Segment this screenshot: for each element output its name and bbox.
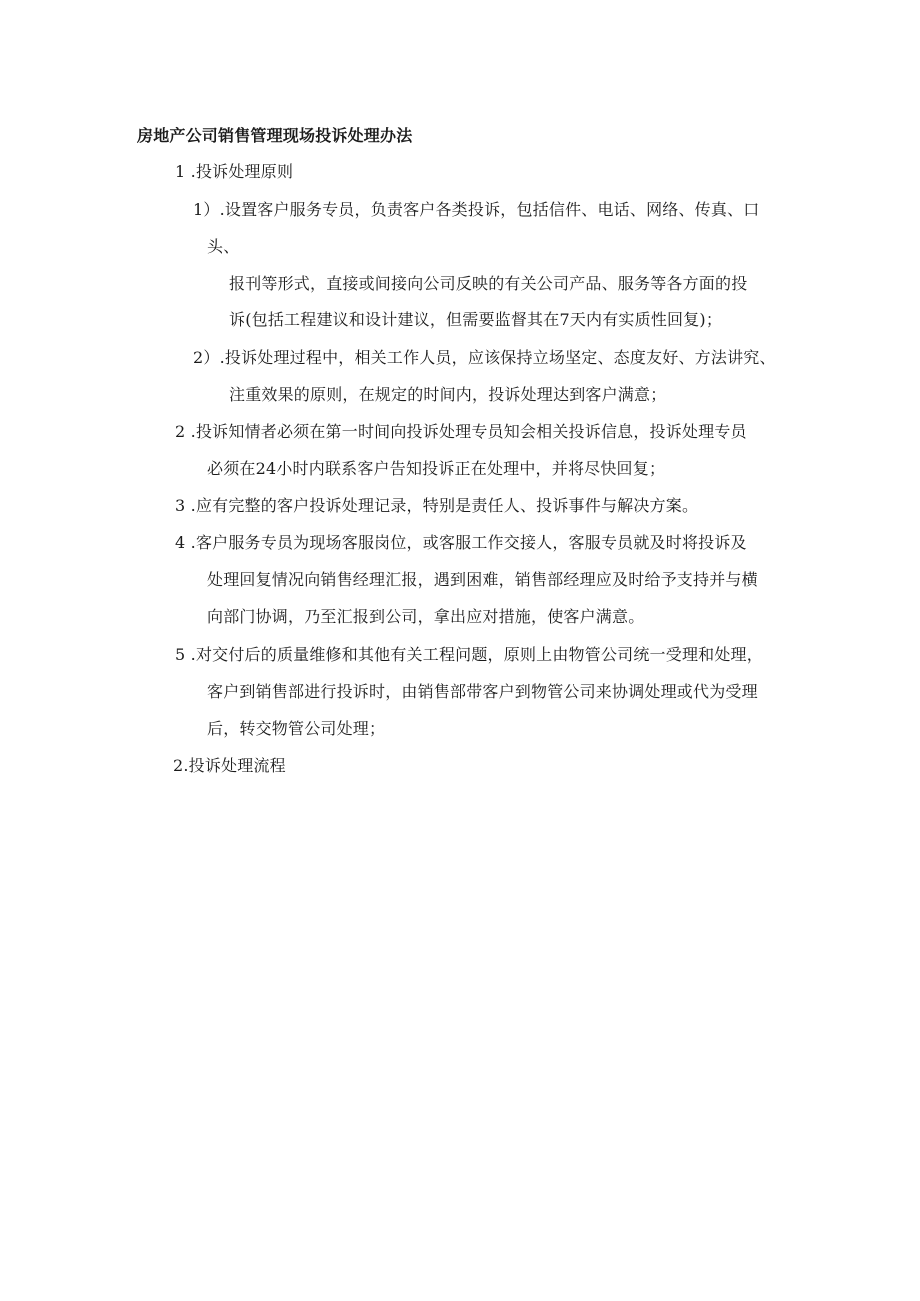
point2-line2: 必须在24小时内联系客户告知投诉正在处理中，并将尽快回复；: [207, 459, 666, 478]
point2-line1: 2 .投诉知情者必须在第一时间向投诉处理专员知会相关投诉信息，投诉处理专员: [175, 422, 747, 441]
point5-line1: 5 .对交付后的质量维修和其他有关工程问题，原则上由物管公司统一受理和处理，: [175, 645, 763, 664]
section1-item1-line3: 报刊等形式，直接或间接向公司反映的有关公司产品、服务等各方面的投: [229, 274, 748, 293]
section2-heading: 2.投诉处理流程: [173, 756, 286, 775]
section1-item1-line1: 1）.设置客户服务专员，负责客户各类投诉，包括信件、电话、网络、传真、口: [193, 200, 760, 219]
point4-line2: 处理回复情况向销售经理汇报，遇到困难，销售部经理应及时给予支持并与横: [207, 570, 758, 589]
section1-item1-line2: 头、: [207, 237, 240, 256]
point3-line1: 3 .应有完整的客户投诉处理记录，特别是责任人、投诉事件与解决方案。: [175, 496, 699, 515]
section1-heading: 1 .投诉处理原则: [175, 162, 294, 181]
point4-line3: 向部门协调，乃至汇报到公司，拿出应对措施，使客户满意。: [207, 607, 645, 626]
section1-item1-line4: 诉(包括工程建议和设计建议，但需要监督其在7天内有实质性回复)；: [229, 310, 723, 329]
point4-line1: 4 .客户服务专员为现场客服岗位，或客服工作交接人，客服专员就及时将投诉及: [175, 533, 747, 552]
point5-line3: 后，转交物管公司处理；: [207, 719, 386, 738]
section1-item2-line2: 注重效果的原则，在规定的时间内，投诉处理达到客户满意；: [229, 385, 667, 404]
point5-line2: 客户到销售部进行投诉时，由销售部带客户到物管公司来协调处理或代为受理: [207, 682, 758, 701]
document-title: 房地产公司销售管理现场投诉处理办法: [137, 126, 413, 145]
section1-item2-line1: 2）.投诉处理过程中，相关工作人员，应该保持立场坚定、态度友好、方法讲究、: [193, 348, 776, 367]
